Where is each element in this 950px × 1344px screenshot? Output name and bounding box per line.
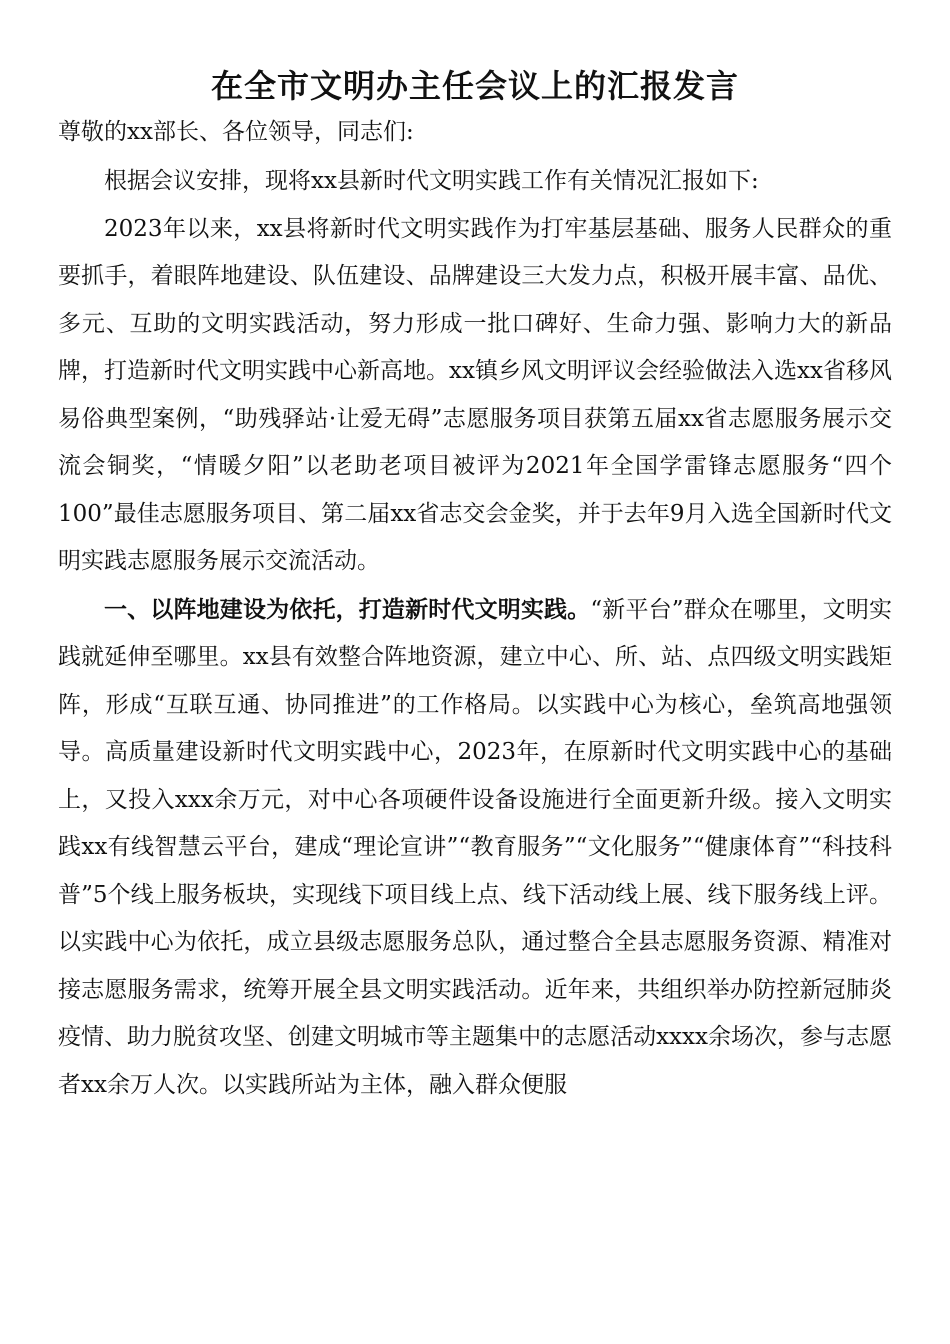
section-heading: 一、以阵地建设为依托，打造新时代文明实践。	[104, 595, 591, 623]
paragraph-intro	[58, 158, 892, 206]
document-title: 在全市文明办主任会议上的汇报发言	[210, 67, 739, 105]
document-page	[58, 60, 892, 1109]
paragraph-overview	[58, 206, 892, 586]
salutation: 尊敬的xx部长、各位领导，同志们:	[58, 119, 414, 145]
paragraph-section-one	[58, 586, 892, 1110]
paragraph-text: 2023年以来，xx县将新时代文明实践作为打牢基层基础、服务人民群众的重要抓手，着眼阵地建设、队伍建设、品牌建设三大发力点，积极开展丰富、品优、多元、互助的文明实践活动，努力形成一批口碑好、生命力强、影响力大的新品牌，打造新时代文明实践中心新高地。xx镇乡风文明评议会经验做法入选xx省移风易俗典型案例，“助残驿站·让爱无碍”志愿服务项目获第五届xx省志愿服务展示交流会铜奖，“情暖夕阳”以老助老项目被评为2021年全国学雷锋志愿服务“四个100”最佳志愿服务项目、第二届xx省志交会金奖，并于去年9月入选全国新时代文明实践志愿服务展示交流活动。	[58, 215, 892, 574]
paragraph-text: “新平台”群众在哪里，文明实践就延伸至哪里。xx县有效整合阵地资源，建立中心、所、站、点四级文明实践矩阵，形成“互联互通、协同推进”的工作格局。以实践中心为核心，垒筑高地强领导。高质量建设新时代文明实践中心，2023年，在原新时代文明实践中心的基础上，又投入xxx余万元，对中心各项硬件设备设施进行全面更新升级。接入文明实践xx有线智慧云平台，建成“理论宣讲”“教育服务”“文化服务”“健康体育”“科技科普”5个线上服务板块，实现线下项目线上点、线下活动线上展、线下服务线上评。以实践中心为依托，成立县级志愿服务总队，通过整合全县志愿服务资源、精准对接志愿服务需求，统筹开展全县文明实践活动。近年来，共组织举办防控新冠肺炎疫情、助力脱贫攻坚、创建文明城市等主题集中的志愿活动xxxx余场次，参与志愿者xx余万人次。以实践所站为主体，融入群众便服	[58, 596, 892, 1098]
paragraph-text: 根据会议安排，现将xx县新时代文明实践工作有关情况汇报如下:	[104, 168, 759, 194]
